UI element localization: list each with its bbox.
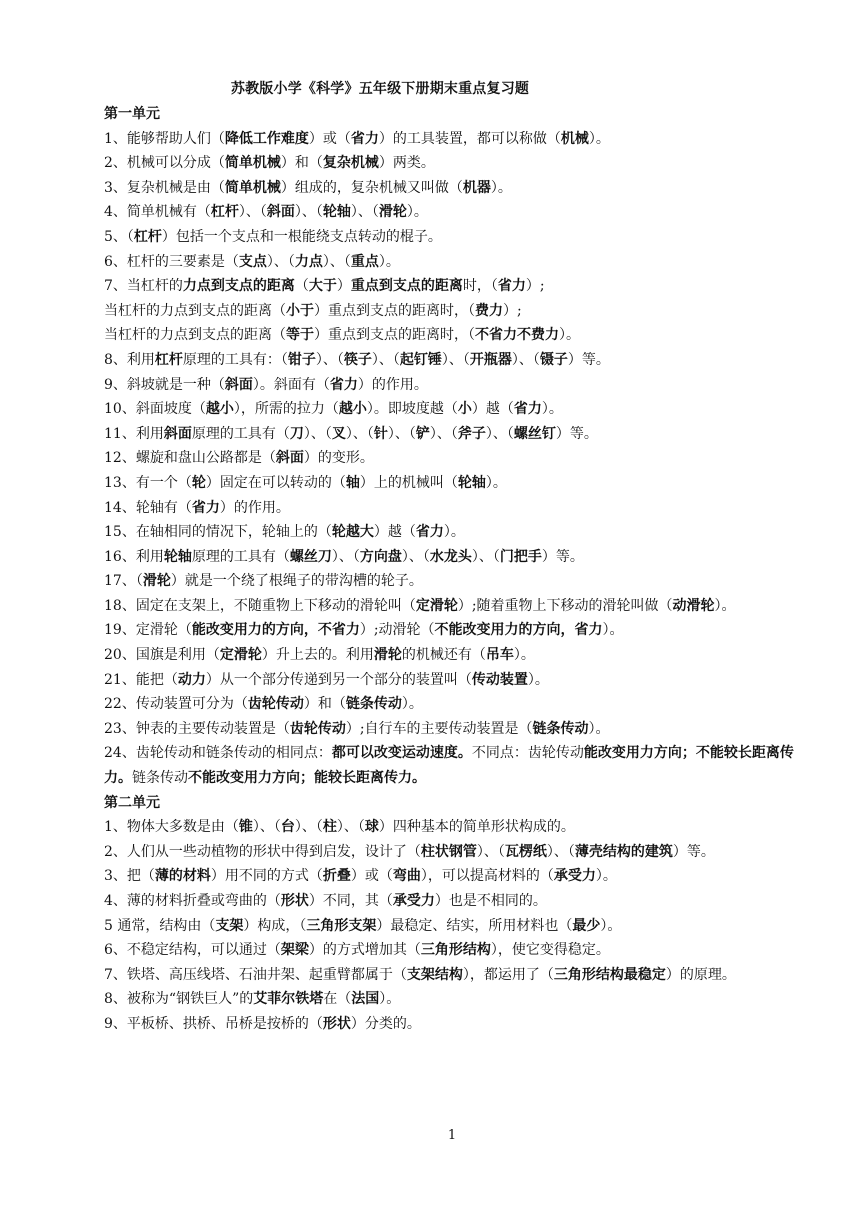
item-text: ）固定在可以转动的（ <box>205 474 346 491</box>
answer-text: 机械 <box>560 130 589 147</box>
item-text: ），都运用了（ <box>462 966 554 983</box>
item-text: ）越（ <box>373 524 416 541</box>
list-item <box>104 864 804 889</box>
item-text: 3、把（ <box>104 868 155 885</box>
answer-text: 动滑轮 <box>672 597 715 614</box>
item-text: ）、（ <box>429 425 458 442</box>
item-text: 12、螺旋和盘山公路都是（ <box>104 450 276 467</box>
item-text: 1、物体大多数是由（ <box>104 819 239 836</box>
answer-text: 机器 <box>462 179 491 196</box>
item-text: ）。斜面有（ <box>252 376 330 393</box>
list-item <box>104 397 804 422</box>
list-item <box>104 840 804 865</box>
answer-text: 复杂机械 <box>322 155 379 172</box>
item-text: 的机械还有（ <box>401 647 486 664</box>
item-text: 原理的工具有：（ <box>182 351 288 368</box>
list-item <box>104 938 804 963</box>
answer-text: 刀 <box>289 425 304 442</box>
answer-text: 承受力 <box>392 893 435 909</box>
item-text: ）最稳定、结实，所用材料也（ <box>376 917 573 934</box>
answer-text: 省力 <box>513 401 542 418</box>
item-text: ）、（ <box>387 425 416 442</box>
answer-text: 越小 <box>338 401 367 418</box>
item-text: ）、（ <box>345 425 374 442</box>
item-text: ）、（ <box>294 204 323 221</box>
list-item <box>104 225 804 250</box>
item-text: ）。 <box>490 179 512 196</box>
item-text: 17、（ <box>104 573 143 590</box>
item-text: 16、利用 <box>104 548 164 565</box>
list-item <box>104 373 804 398</box>
item-text: ）。 <box>513 647 535 664</box>
answer-text: 省力 <box>191 499 220 516</box>
item-text: 1、能够帮助人们（ <box>104 130 225 147</box>
item-text: ）; <box>503 302 522 319</box>
item-text: 4、薄的材料折叠或弯曲的（ <box>104 893 281 909</box>
item-text: ）、（ <box>331 548 360 565</box>
item-text: ）的方式增加其（ <box>308 942 421 959</box>
item-text: 13、有一个（ <box>104 474 192 491</box>
list-item <box>104 200 804 225</box>
list-item <box>104 594 804 619</box>
item-text: 5 通常，结构由（ <box>104 917 216 934</box>
list-item <box>104 422 804 447</box>
item-text: ）、（ <box>252 819 281 836</box>
answer-text: 铲 <box>415 425 430 442</box>
answer-text: 定滑轮 <box>415 597 458 614</box>
list-item <box>104 618 804 643</box>
document-title: 苏教版小学《科学》五年级下册期末重点复习题 <box>230 81 530 97</box>
item-text: ）、（ <box>266 253 295 270</box>
item-text: ）就是一个绕了根绳子的带沟槽的轮子。 <box>170 573 423 590</box>
item-text: ）、（ <box>303 425 332 442</box>
answer-text: 省力 <box>350 130 379 147</box>
answer-text: 轮轴 <box>322 204 351 221</box>
answer-text: 省力 <box>415 524 444 541</box>
item-text: ）、（ <box>546 843 575 860</box>
item-text: ）上的机械叫（ <box>359 474 458 491</box>
item-text: ）的变形。 <box>303 450 374 467</box>
item-text: 2、机械可以分成（ <box>104 155 225 172</box>
item-text: ）重点到支点的距离时，（ <box>314 327 475 344</box>
item-text: ）不同，其（ <box>308 893 393 909</box>
item-text: ）。 <box>588 130 610 147</box>
list-item <box>104 741 804 790</box>
item-text: ），所需的拉力（ <box>233 401 339 418</box>
item-text: 6、不稳定结构，可以通过（ <box>104 942 281 959</box>
item-text: ）、（ <box>401 548 430 565</box>
answer-text: 门把手 <box>499 548 542 565</box>
answer-text: 齿轮传动 <box>289 720 346 737</box>
list-item <box>104 1012 804 1037</box>
item-text: ）、（ <box>294 819 323 836</box>
answer-text: 大于 <box>308 278 337 295</box>
answer-text: 重点 <box>350 253 379 270</box>
item-text: 20、国旗是利用（ <box>104 647 220 664</box>
item-text: 6、杠杆的三要素是（ <box>104 253 239 270</box>
answer-text: 针 <box>373 425 388 442</box>
answer-text: 轮 <box>191 474 206 491</box>
item-text: ）。 <box>378 253 400 270</box>
item-text: 4、简单机械有（ <box>104 204 211 221</box>
item-text: ）重点到支点的距离时，（ <box>314 302 475 319</box>
item-text: ）。 <box>714 597 736 614</box>
answer-text: 三角形结构 <box>420 942 491 959</box>
answer-text: 降低工作难度 <box>224 130 309 147</box>
answer-text: 形状 <box>280 893 309 909</box>
item-text: ）、（ <box>336 819 365 836</box>
answer-text: 螺丝钉 <box>513 425 556 442</box>
item-text: ）用不同的方式（ <box>210 868 323 885</box>
answer-text: 折叠 <box>322 868 351 885</box>
item-text: ）、（ <box>350 204 379 221</box>
item-text: 18、固定在支架上，不随重物上下移动的滑轮叫（ <box>104 597 416 614</box>
item-text: 链条传动 <box>132 770 188 787</box>
item-text: 22、传动装置可分为（ <box>104 696 248 713</box>
answer-text: 法国 <box>351 991 380 1008</box>
item-text: ）;动滑轮（ <box>359 622 435 639</box>
item-text: ）组成的，复杂机械又叫做（ <box>280 179 463 196</box>
item-text: 原理的工具有（ <box>191 548 290 565</box>
list-item <box>104 471 804 496</box>
item-text: ）越（ <box>471 401 514 418</box>
list-item <box>104 274 804 299</box>
item-text: ）、（ <box>238 204 267 221</box>
list-item <box>104 323 804 348</box>
answer-text: 三角形支架 <box>306 917 377 934</box>
answer-text: 省力 <box>497 278 526 295</box>
page-number: 1 <box>447 1128 457 1143</box>
answer-text: 不省力不费力 <box>475 327 559 344</box>
list-item <box>104 151 804 176</box>
section-heading <box>104 102 804 127</box>
answer-text: 支点 <box>238 253 267 270</box>
list-item <box>104 250 804 275</box>
answer-text: 最少 <box>572 917 601 934</box>
item-text: ），可以提高材料的（ <box>420 868 554 885</box>
item-text: 21、能把（ <box>104 671 178 688</box>
item-text: ）、（ <box>485 425 514 442</box>
list-item <box>104 496 804 521</box>
item-text: 当杠杆的力点到支点的距离（ <box>104 302 286 319</box>
item-text: ）。 <box>541 401 563 418</box>
answer-text: 杠杆 <box>133 228 162 245</box>
item-text: ）和（ <box>303 696 346 713</box>
list-item <box>104 299 804 324</box>
item-text: 2、人们从一些动植物的形状中得到启发，设计了（ <box>104 843 421 860</box>
answer-text: 柱状钢管 <box>420 843 477 860</box>
item-text: 11、利用 <box>104 425 164 442</box>
answer-text: 滑轮 <box>142 573 171 590</box>
item-text: ）构成，（ <box>243 917 307 934</box>
item-text: 9、斜坡就是一种（ <box>104 376 225 393</box>
item-text: 当杠杆的力点到支点的距离（ <box>104 327 286 344</box>
answer-text: 齿轮传动 <box>247 696 304 713</box>
answer-text: 支架 <box>215 917 244 934</box>
item-text: 10、斜面坡度（ <box>104 401 206 418</box>
item-text: ）。 <box>443 524 465 541</box>
item-text: ）。 <box>406 204 428 221</box>
item-text: 原理的工具有（ <box>191 425 290 442</box>
item-text: 24、齿轮传动和链条传动的相同点： <box>104 745 332 762</box>
list-item <box>104 520 804 545</box>
item-text: ）等。 <box>567 351 610 368</box>
answer-text: 水龙头 <box>429 548 472 565</box>
answer-text: 轮越大 <box>331 524 374 541</box>
answer-text: 螺丝刀 <box>289 548 332 565</box>
item-text: ）、（ <box>471 548 500 565</box>
item-text: ）包括一个支点和一根能绕支点转动的棍子。 <box>161 228 442 245</box>
answer-text: 承受力 <box>553 868 596 885</box>
answer-text: 镊子 <box>539 351 568 368</box>
list-item <box>104 914 804 939</box>
item-text: ）分类的。 <box>350 1015 421 1032</box>
answer-text: 叉 <box>331 425 346 442</box>
item-text: ）;自行车的主要传动装置是（ <box>345 720 533 737</box>
item-text: ）; <box>525 278 545 295</box>
answer-text: 滑轮 <box>378 204 407 221</box>
answer-text: 链条传动 <box>345 696 402 713</box>
answer-text: 定滑轮 <box>219 647 262 664</box>
list-item <box>104 668 804 693</box>
item-text: ）。 <box>602 622 624 639</box>
answer-text: 薄的材料 <box>154 868 211 885</box>
item-text: ）或（ <box>350 868 393 885</box>
answer-text: 起钉锤 <box>399 351 442 368</box>
item-text: 7、铁塔、高压线塔、石油井架、起重臂都属于（ <box>104 966 407 983</box>
answer-text: 斜面 <box>224 376 253 393</box>
answer-text: 瓦楞纸 <box>504 843 547 860</box>
answer-text: 轴 <box>345 474 360 491</box>
list-item <box>104 889 804 914</box>
item-text: 8、被称为“钢铁巨人”的 <box>104 991 254 1008</box>
answer-text: 动力 <box>177 671 206 688</box>
answer-text: 不能改变用力方向；能较长距离传力。 <box>188 770 426 787</box>
list-item <box>104 717 804 742</box>
item-text: ）两类。 <box>378 155 435 172</box>
answer-text: 形状 <box>322 1015 351 1032</box>
section-heading <box>104 791 804 816</box>
item-text: 23、钟表的主要传动装置是（ <box>104 720 290 737</box>
answer-text: 等于 <box>286 327 314 344</box>
answer-text: 不能改变用力的方向，省力 <box>434 622 603 639</box>
list-item <box>104 545 804 570</box>
item-text: ）。 <box>559 327 580 344</box>
answer-text: 力点到支点的距离 <box>182 278 295 295</box>
answer-text: 薄壳结构的建筑 <box>574 843 673 860</box>
answer-text: 第一单元 <box>104 106 160 122</box>
item-text: 8、利用 <box>104 351 155 368</box>
answer-text: 柱 <box>322 819 337 836</box>
item-text: 19、定滑轮（ <box>104 622 192 639</box>
item-text: ）。 <box>588 720 610 737</box>
answer-text: 小 <box>457 401 472 418</box>
answer-text: 三角形结构最稳定 <box>553 966 666 983</box>
item-text: ）等。 <box>541 548 584 565</box>
item-text: ）。即坡度越（ <box>366 401 458 418</box>
answer-text: 简单机械 <box>224 179 281 196</box>
answer-text: 斜面 <box>275 450 304 467</box>
list-item <box>104 963 804 988</box>
answer-text: 链条传动 <box>532 720 589 737</box>
item-text: ）也是不相同的。 <box>434 893 547 909</box>
document-body <box>104 102 804 1037</box>
list-item <box>104 127 804 152</box>
list-item <box>104 569 804 594</box>
answer-text: 简单机械 <box>224 155 281 172</box>
answer-text: 斜面 <box>163 425 192 442</box>
answer-text: 杠杆 <box>154 351 183 368</box>
answer-text: 球 <box>364 819 379 836</box>
item-text: ）四种基本的简单形状构成的。 <box>378 819 575 836</box>
item-text: ）和（ <box>280 155 323 172</box>
answer-text: 杠杆 <box>210 204 239 221</box>
answer-text: 都可以改变运动速度。 <box>331 745 472 762</box>
item-text: ）的作用。 <box>219 499 290 516</box>
item-text: ）等。 <box>672 843 715 860</box>
answer-text: 能改变用力的方向，不省力 <box>191 622 360 639</box>
answer-text: 架梁 <box>280 942 309 959</box>
answer-text: 台 <box>280 819 295 836</box>
item-text: 15、在轴相同的情况下，轮轴上的（ <box>104 524 332 541</box>
answer-text: 小于 <box>286 302 314 319</box>
item-text: ）、（ <box>511 351 540 368</box>
answer-text: 弯曲 <box>392 868 421 885</box>
answer-text: 传动装置 <box>471 671 528 688</box>
item-text: ）。 <box>595 868 617 885</box>
answer-text: 费力 <box>475 302 503 319</box>
answer-text: 开瓶器 <box>469 351 512 368</box>
answer-text: 方向盘 <box>359 548 402 565</box>
item-text: ）。 <box>600 917 622 934</box>
list-item <box>104 987 804 1012</box>
item-text: 不同点：齿轮传动 <box>471 745 584 762</box>
item-text: 14、轮轴有（ <box>104 499 192 516</box>
item-text: ）的原理。 <box>665 966 736 983</box>
answer-text: 筷子 <box>343 351 372 368</box>
item-text: 时，（ <box>462 278 498 295</box>
answer-text: 力点 <box>294 253 323 270</box>
item-text: 7、当杠杆的 <box>104 278 183 295</box>
item-text: ）或（ <box>308 130 351 147</box>
answer-text: 越小 <box>205 401 234 418</box>
answer-text: 艾菲尔铁塔 <box>253 991 324 1008</box>
answer-text: 滑轮 <box>373 647 402 664</box>
answer-text: 吊车 <box>485 647 514 664</box>
item-text: ）、（ <box>315 351 344 368</box>
answer-text: 斧子 <box>457 425 486 442</box>
item-text: 9、平板桥、拱桥、吊桥是按桥的（ <box>104 1015 323 1032</box>
item-text: ）。 <box>379 991 401 1008</box>
item-text: ）的工具装置，都可以称做（ <box>378 130 561 147</box>
answer-text: 第二单元 <box>104 794 160 811</box>
answer-text: 钳子 <box>287 351 316 368</box>
answer-text: 锥 <box>238 819 253 836</box>
item-text: ）从一个部分传递到另一个部分的装置叫（ <box>205 671 472 688</box>
answer-text: 轮轴 <box>163 548 192 565</box>
item-text: ）;随着重物上下移动的滑轮叫做（ <box>457 597 673 614</box>
item-text: 5、（ <box>104 228 134 245</box>
item-text: ）、（ <box>476 843 505 860</box>
list-item <box>104 348 804 373</box>
item-text: ）。 <box>527 671 549 688</box>
item-text: （ <box>294 278 309 295</box>
item-text: ）的作用。 <box>357 376 428 393</box>
item-text: 在（ <box>323 991 352 1008</box>
item-text: ）升上去的。利用 <box>261 647 374 664</box>
list-item <box>104 815 804 840</box>
answer-text: 支架结构 <box>406 966 463 983</box>
item-text: ）、（ <box>322 253 351 270</box>
list-item <box>104 643 804 668</box>
list-item <box>104 692 804 717</box>
item-text: 3、复杂机械是由（ <box>104 179 225 196</box>
item-text: ）、（ <box>441 351 470 368</box>
item-text: ）。 <box>401 696 423 713</box>
answer-text: 斜面 <box>266 204 295 221</box>
item-text: ）等。 <box>555 425 598 442</box>
item-text: ） <box>336 278 351 295</box>
list-item <box>104 176 804 201</box>
item-text: ）、（ <box>371 351 400 368</box>
answer-text: 重点到支点的距离 <box>350 278 463 295</box>
item-text: ）。 <box>485 474 507 491</box>
item-text: ），使它变得稳定。 <box>490 942 610 959</box>
list-item <box>104 446 804 471</box>
answer-text: 能改变用力方向；不能较长距离传力。 <box>104 745 794 787</box>
answer-text: 省力 <box>329 376 358 393</box>
answer-text: 轮轴 <box>457 474 486 491</box>
